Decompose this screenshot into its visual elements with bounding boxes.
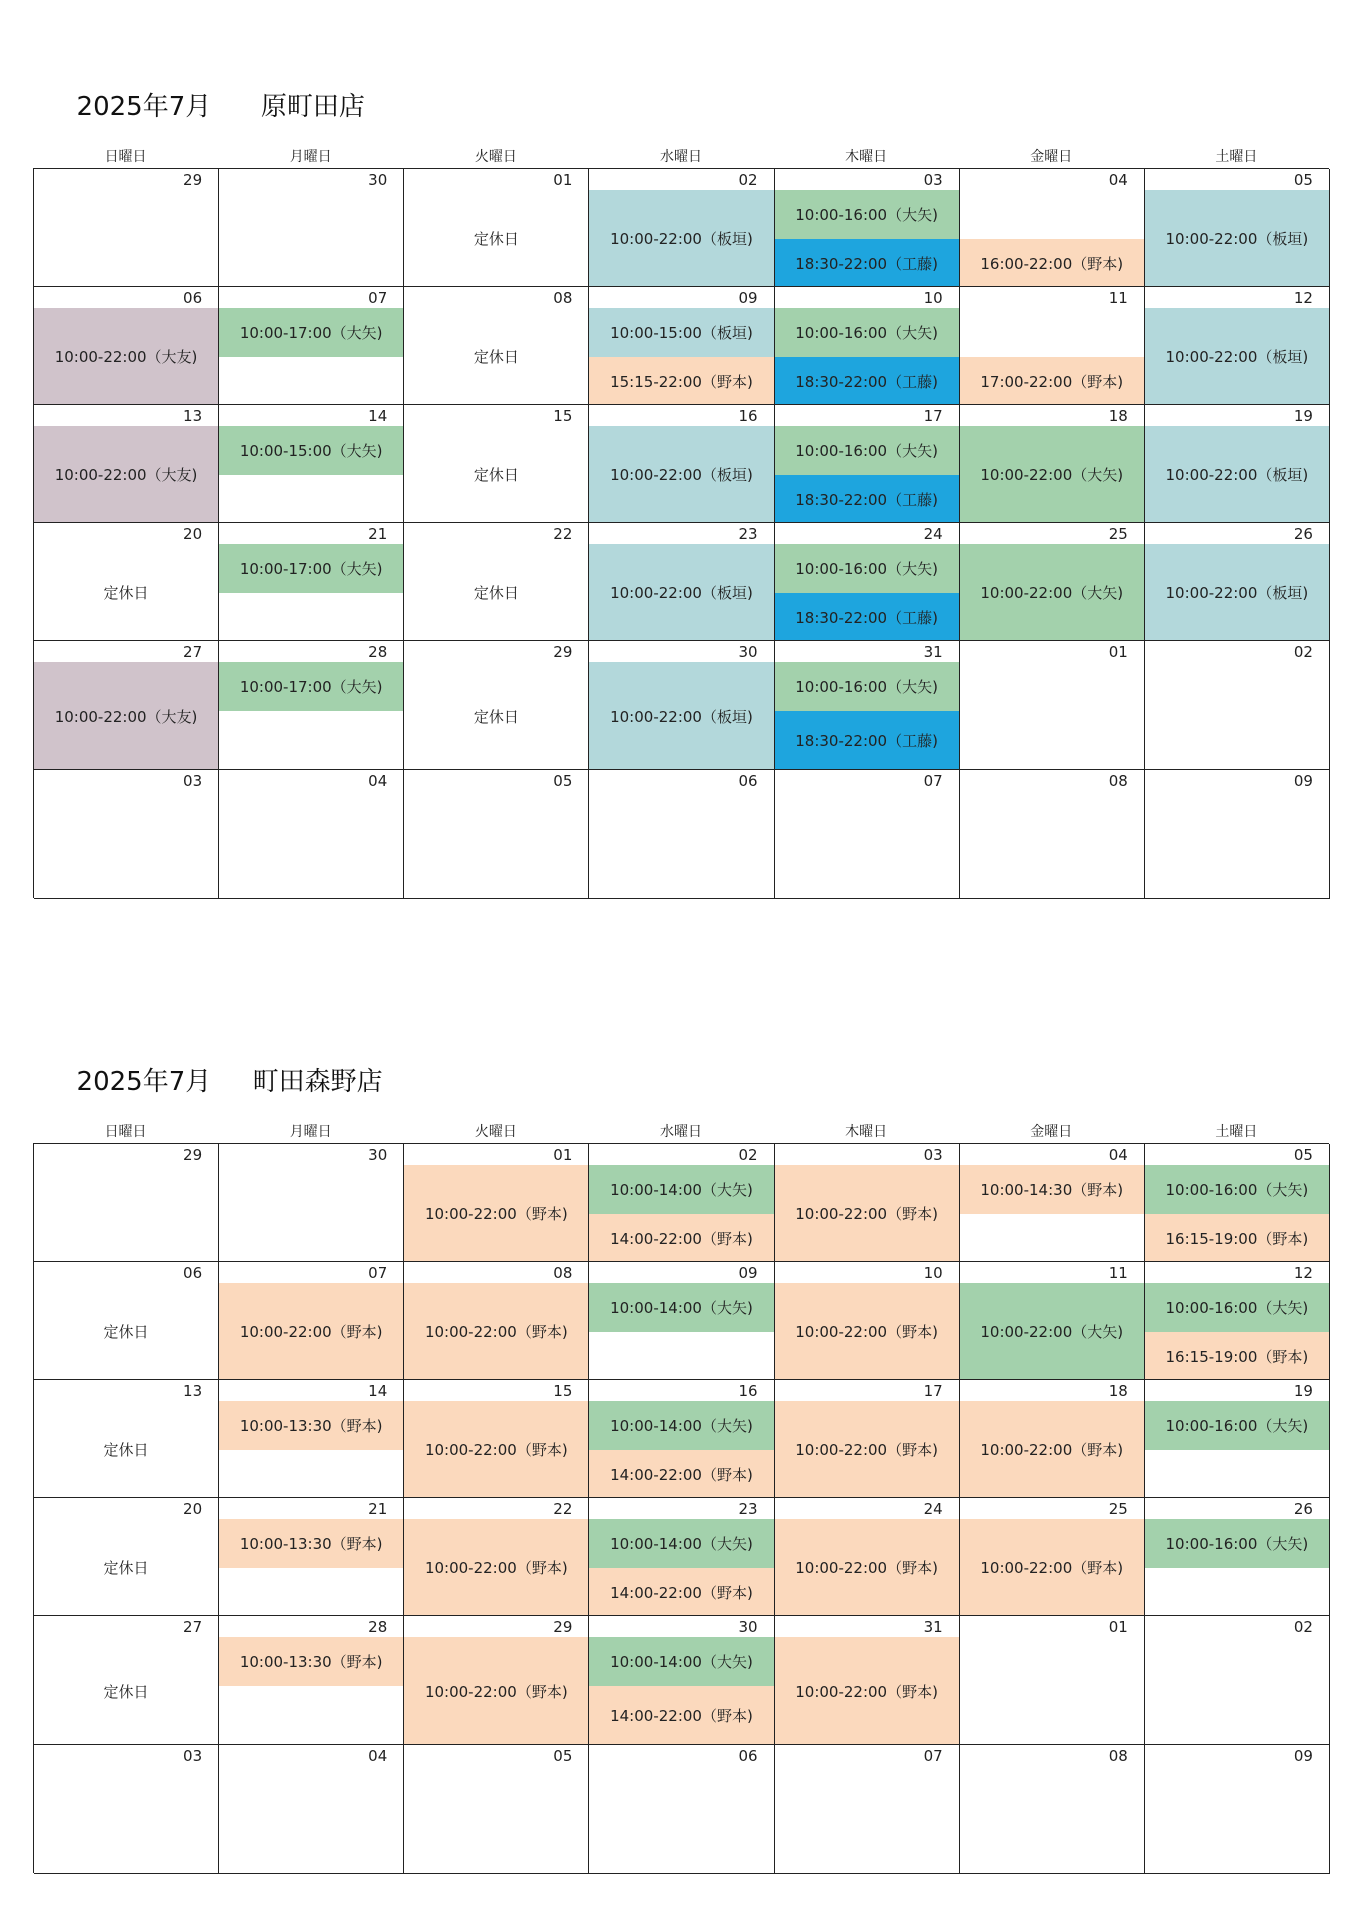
day-number: 05 (1293, 171, 1313, 189)
day-cell[interactable] (404, 1262, 589, 1380)
day-cell[interactable] (404, 770, 589, 899)
day-cell[interactable] (404, 405, 589, 523)
day-number: 21 (368, 1500, 388, 1518)
day-number: 01 (1108, 1618, 1128, 1636)
day-cell[interactable] (960, 641, 1145, 770)
calendar-month: 2025年7月 (76, 1067, 212, 1097)
day-cell[interactable] (34, 641, 219, 770)
shift-block[interactable]: 10:00-22:00（板垣) (1145, 190, 1329, 287)
day-cell[interactable] (775, 641, 960, 770)
day-number: 04 (368, 1747, 388, 1765)
shift-block[interactable]: 10:00-13:30（野本) (219, 1401, 403, 1450)
day-cell[interactable] (34, 287, 219, 405)
day-number: 22 (553, 1500, 573, 1518)
calendar-title (60, 1031, 383, 1098)
day-cell[interactable] (404, 169, 589, 287)
day-cell[interactable] (219, 1144, 404, 1262)
day-number: 19 (1293, 407, 1313, 425)
day-cell[interactable] (775, 169, 960, 287)
day-cell[interactable] (404, 1616, 589, 1745)
day-number: 05 (553, 1747, 573, 1765)
shift-block[interactable]: 10:00-22:00（野本) (404, 1519, 588, 1616)
shift-block[interactable]: 14:00-22:00（野本) (589, 1214, 773, 1262)
weekday-label: 木曜日 (845, 1124, 888, 1140)
day-cell[interactable] (775, 770, 960, 899)
shift-block[interactable]: 10:00-22:00（野本) (960, 1519, 1144, 1616)
day-number: 03 (183, 772, 203, 790)
closed-label: 定休日 (473, 466, 519, 484)
day-cell[interactable] (960, 405, 1145, 523)
title-gap (211, 92, 261, 122)
day-cell[interactable] (34, 523, 219, 641)
shift-block[interactable]: 10:00-22:00（板垣) (1145, 426, 1329, 523)
day-number: 22 (553, 525, 573, 543)
day-number: 03 (923, 1146, 943, 1164)
shift-block[interactable]: 10:00-22:00（大矢) (960, 1283, 1144, 1380)
weekday-label: 日曜日 (104, 149, 147, 165)
shift-block[interactable]: 18:30-22:00（工藤) (775, 475, 959, 523)
day-cell[interactable] (1145, 1144, 1330, 1262)
shift-block[interactable]: 10:00-22:00（野本) (404, 1637, 588, 1745)
day-cell[interactable] (589, 1498, 774, 1616)
shift-block[interactable]: 10:00-14:00（大矢) (589, 1165, 773, 1214)
day-cell[interactable] (34, 1745, 219, 1874)
weekday-label: 火曜日 (474, 1124, 517, 1140)
shift-block[interactable]: 10:00-16:00（大矢) (775, 426, 959, 475)
day-cell[interactable] (775, 1498, 960, 1616)
day-cell[interactable] (404, 1144, 589, 1262)
day-number: 08 (1108, 772, 1128, 790)
day-cell[interactable] (1145, 287, 1330, 405)
day-cell[interactable] (219, 1262, 404, 1380)
day-number: 09 (1293, 772, 1313, 790)
day-cell[interactable] (960, 1745, 1145, 1874)
shift-block[interactable]: 10:00-22:00（野本) (775, 1283, 959, 1380)
day-number: 13 (183, 1382, 203, 1400)
day-cell[interactable] (589, 1616, 774, 1745)
closed-label: 定休日 (473, 584, 519, 602)
shift-block[interactable]: 10:00-16:00（大矢) (1145, 1519, 1329, 1568)
day-number: 24 (923, 1500, 943, 1518)
shift-block[interactable]: 10:00-16:00（大矢) (775, 662, 959, 711)
day-number: 08 (553, 1264, 573, 1282)
day-cell[interactable] (1145, 1616, 1330, 1745)
day-number: 30 (368, 1146, 388, 1164)
day-number: 14 (368, 407, 388, 425)
day-cell[interactable] (775, 287, 960, 405)
day-cell[interactable] (775, 523, 960, 641)
day-cell[interactable] (589, 169, 774, 287)
shift-block[interactable]: 10:00-22:00（野本) (960, 1401, 1144, 1498)
day-number: 10 (923, 1264, 943, 1282)
shift-block[interactable]: 10:00-15:00（板垣) (589, 308, 773, 357)
day-number: 07 (923, 1747, 943, 1765)
shift-block[interactable]: 10:00-16:00（大矢) (775, 308, 959, 357)
weekday-label: 水曜日 (659, 149, 702, 165)
day-number: 06 (183, 1264, 203, 1282)
day-number: 12 (1293, 1264, 1313, 1282)
day-cell[interactable] (1145, 1380, 1330, 1498)
weekday-label: 月曜日 (289, 149, 332, 165)
day-number: 26 (1293, 525, 1313, 543)
day-cell[interactable] (219, 641, 404, 770)
day-cell[interactable] (775, 1262, 960, 1380)
day-cell[interactable] (960, 1498, 1145, 1616)
day-number: 20 (183, 525, 203, 543)
day-number: 16 (738, 407, 758, 425)
day-number: 17 (923, 407, 943, 425)
day-cell[interactable] (1145, 1498, 1330, 1616)
day-number: 24 (923, 525, 943, 543)
day-number: 12 (1293, 289, 1313, 307)
day-cell[interactable] (1145, 405, 1330, 523)
day-number: 11 (1108, 1264, 1128, 1282)
shift-block[interactable]: 16:15-19:00（野本) (1145, 1332, 1329, 1380)
day-cell[interactable] (960, 1144, 1145, 1262)
day-number: 04 (1108, 1146, 1128, 1164)
shift-block[interactable]: 10:00-16:00（大矢) (1145, 1283, 1329, 1332)
day-cell[interactable] (589, 1745, 774, 1874)
calendar-title (60, 56, 365, 123)
shift-block[interactable]: 10:00-17:00（大矢) (219, 308, 403, 357)
day-cell[interactable] (34, 770, 219, 899)
shift-block[interactable]: 10:00-22:00（板垣) (589, 190, 773, 287)
day-cell[interactable] (219, 1498, 404, 1616)
shift-block[interactable]: 10:00-22:00（野本) (775, 1401, 959, 1498)
closed-label: 定休日 (473, 230, 519, 248)
day-number: 09 (738, 289, 758, 307)
day-number: 09 (1293, 1747, 1313, 1765)
weekday-label: 火曜日 (474, 149, 517, 165)
weekday-label: 月曜日 (289, 1124, 332, 1140)
shift-block[interactable]: 10:00-13:30（野本) (219, 1637, 403, 1686)
day-number: 15 (553, 407, 573, 425)
shift-block[interactable]: 10:00-13:30（野本) (219, 1519, 403, 1568)
day-cell[interactable] (34, 405, 219, 523)
day-cell[interactable] (219, 1380, 404, 1498)
day-number: 27 (183, 643, 203, 661)
day-number: 04 (368, 772, 388, 790)
day-number: 28 (368, 1618, 388, 1636)
day-number: 03 (923, 171, 943, 189)
day-cell[interactable] (34, 1498, 219, 1616)
calendar-grid (33, 168, 1329, 898)
day-number: 13 (183, 407, 203, 425)
day-cell[interactable] (1145, 770, 1330, 899)
weekday-label: 土曜日 (1215, 149, 1258, 165)
day-number: 25 (1108, 1500, 1128, 1518)
day-number: 07 (368, 289, 388, 307)
day-number: 23 (738, 525, 758, 543)
day-cell[interactable] (960, 523, 1145, 641)
shift-block[interactable]: 10:00-22:00（板垣) (1145, 544, 1329, 641)
day-cell[interactable] (960, 1616, 1145, 1745)
weekday-label: 土曜日 (1215, 1124, 1258, 1140)
day-cell[interactable] (960, 169, 1145, 287)
day-number: 15 (553, 1382, 573, 1400)
day-cell[interactable] (1145, 1262, 1330, 1380)
calendar-month: 2025年7月 (76, 92, 212, 122)
shift-block[interactable]: 10:00-14:00（大矢) (589, 1519, 773, 1568)
weekday-header (33, 146, 1329, 166)
shift-block[interactable]: 10:00-22:00（大友) (34, 308, 218, 405)
day-cell[interactable] (775, 405, 960, 523)
day-cell[interactable] (404, 641, 589, 770)
day-number: 05 (1293, 1146, 1313, 1164)
day-number: 02 (1293, 1618, 1313, 1636)
shift-block[interactable]: 17:00-22:00（野本) (960, 357, 1144, 405)
shift-block[interactable]: 18:30-22:00（工藤) (775, 711, 959, 770)
day-cell[interactable] (589, 1144, 774, 1262)
closed-label: 定休日 (473, 348, 519, 366)
day-cell[interactable] (775, 1745, 960, 1874)
shift-block[interactable]: 10:00-22:00（大矢) (960, 544, 1144, 641)
closed-label: 定休日 (103, 1323, 149, 1341)
day-cell[interactable] (219, 770, 404, 899)
day-cell[interactable] (589, 287, 774, 405)
day-number: 28 (368, 643, 388, 661)
day-cell[interactable] (219, 523, 404, 641)
day-number: 16 (738, 1382, 758, 1400)
weekday-label: 金曜日 (1030, 149, 1073, 165)
shift-block[interactable]: 18:30-22:00（工藤) (775, 239, 959, 287)
day-number: 31 (923, 643, 943, 661)
shift-block[interactable]: 10:00-15:00（大矢) (219, 426, 403, 475)
weekday-label: 木曜日 (845, 149, 888, 165)
shift-block[interactable]: 10:00-22:00（大矢) (960, 426, 1144, 523)
shift-block[interactable]: 10:00-22:00（野本) (404, 1401, 588, 1498)
day-cell[interactable] (219, 405, 404, 523)
shift-block[interactable]: 18:30-22:00（工藤) (775, 357, 959, 405)
day-cell[interactable] (34, 1144, 219, 1262)
shift-block[interactable]: 10:00-14:00（大矢) (589, 1283, 773, 1332)
weekday-header (33, 1121, 1329, 1141)
weekday-label: 金曜日 (1030, 1124, 1073, 1140)
day-cell[interactable] (219, 1745, 404, 1874)
day-number: 02 (738, 171, 758, 189)
shift-block[interactable]: 10:00-14:00（大矢) (589, 1401, 773, 1450)
day-number: 30 (738, 1618, 758, 1636)
day-cell[interactable] (775, 1616, 960, 1745)
shift-block[interactable]: 10:00-16:00（大矢) (775, 190, 959, 239)
day-number: 18 (1108, 407, 1128, 425)
day-number: 09 (738, 1264, 758, 1282)
calendar-grid (33, 1143, 1329, 1873)
day-number: 05 (553, 772, 573, 790)
day-cell[interactable] (404, 1745, 589, 1874)
day-cell[interactable] (589, 523, 774, 641)
shift-block[interactable]: 16:15-19:00（野本) (1145, 1214, 1329, 1262)
shift-block[interactable]: 10:00-22:00（野本) (775, 1637, 959, 1745)
day-cell[interactable] (404, 287, 589, 405)
day-number: 30 (368, 171, 388, 189)
day-cell[interactable] (404, 1380, 589, 1498)
day-cell[interactable] (1145, 523, 1330, 641)
weekday-label: 水曜日 (659, 1124, 702, 1140)
day-number: 07 (923, 772, 943, 790)
day-number: 29 (183, 1146, 203, 1164)
shift-block[interactable]: 16:00-22:00（野本) (960, 239, 1144, 287)
day-number: 08 (553, 289, 573, 307)
day-cell[interactable] (960, 287, 1145, 405)
shift-block[interactable]: 10:00-16:00（大矢) (775, 544, 959, 593)
day-cell[interactable] (1145, 1745, 1330, 1874)
shift-block[interactable]: 10:00-22:00（野本) (404, 1165, 588, 1262)
shift-block[interactable]: 10:00-16:00（大矢) (1145, 1401, 1329, 1450)
day-number: 01 (1108, 643, 1128, 661)
day-number: 25 (1108, 525, 1128, 543)
day-cell[interactable] (219, 287, 404, 405)
shift-block[interactable]: 14:00-22:00（野本) (589, 1686, 773, 1745)
day-cell[interactable] (589, 770, 774, 899)
shift-block[interactable]: 18:30-22:00（工藤) (775, 593, 959, 641)
day-number: 07 (368, 1264, 388, 1282)
day-cell[interactable] (34, 1262, 219, 1380)
day-cell[interactable] (34, 169, 219, 287)
closed-label: 定休日 (103, 1441, 149, 1459)
day-number: 18 (1108, 1382, 1128, 1400)
shift-block[interactable]: 10:00-17:00（大矢) (219, 544, 403, 593)
shift-block[interactable]: 10:00-22:00（野本) (775, 1519, 959, 1616)
day-cell[interactable] (34, 1380, 219, 1498)
day-cell[interactable] (219, 1616, 404, 1745)
day-number: 19 (1293, 1382, 1313, 1400)
day-cell[interactable] (34, 1616, 219, 1745)
day-number: 02 (738, 1146, 758, 1164)
shift-block[interactable]: 10:00-22:00（板垣) (589, 662, 773, 770)
weekday-label: 日曜日 (104, 1124, 147, 1140)
shift-block[interactable]: 10:00-22:00（板垣) (589, 544, 773, 641)
day-cell[interactable] (775, 1380, 960, 1498)
shift-block[interactable]: 10:00-16:00（大矢) (1145, 1165, 1329, 1214)
shift-block[interactable]: 10:00-14:00（大矢) (589, 1637, 773, 1686)
shift-block[interactable]: 10:00-22:00（板垣) (589, 426, 773, 523)
day-number: 02 (1293, 643, 1313, 661)
day-cell[interactable] (219, 169, 404, 287)
closed-label: 定休日 (473, 707, 519, 726)
day-cell[interactable] (775, 1144, 960, 1262)
day-number: 03 (183, 1747, 203, 1765)
closed-label: 定休日 (103, 584, 149, 602)
day-number: 23 (738, 1500, 758, 1518)
title-gap (211, 1067, 252, 1097)
shift-block[interactable]: 10:00-22:00（野本) (404, 1283, 588, 1380)
day-number: 29 (553, 643, 573, 661)
shift-block[interactable]: 10:00-22:00（野本) (219, 1283, 403, 1380)
day-number: 31 (923, 1618, 943, 1636)
shift-block[interactable]: 14:00-22:00（野本) (589, 1450, 773, 1498)
closed-label: 定休日 (103, 1559, 149, 1577)
calendar-store: 町田森野店 (252, 1067, 383, 1097)
shift-block[interactable]: 10:00-22:00（大友) (34, 662, 218, 770)
shift-block[interactable]: 10:00-14:30（野本) (960, 1165, 1144, 1214)
day-number: 08 (1108, 1747, 1128, 1765)
shift-block[interactable]: 10:00-22:00（野本) (775, 1165, 959, 1262)
day-number: 06 (183, 289, 203, 307)
day-number: 14 (368, 1382, 388, 1400)
day-cell[interactable] (404, 1498, 589, 1616)
day-number: 21 (368, 525, 388, 543)
day-number: 01 (553, 1146, 573, 1164)
day-number: 06 (738, 1747, 758, 1765)
day-cell[interactable] (960, 1380, 1145, 1498)
day-number: 29 (183, 171, 203, 189)
day-cell[interactable] (960, 1262, 1145, 1380)
day-number: 17 (923, 1382, 943, 1400)
day-cell[interactable] (589, 1262, 774, 1380)
day-cell[interactable] (589, 1380, 774, 1498)
day-number: 26 (1293, 1500, 1313, 1518)
day-number: 30 (738, 643, 758, 661)
day-cell[interactable] (589, 641, 774, 770)
day-cell[interactable] (1145, 641, 1330, 770)
shift-block[interactable]: 14:00-22:00（野本) (589, 1568, 773, 1616)
shift-block[interactable]: 10:00-22:00（大友) (34, 426, 218, 523)
day-number: 29 (553, 1618, 573, 1636)
day-cell[interactable] (960, 770, 1145, 899)
shift-block[interactable]: 15:15-22:00（野本) (589, 357, 773, 405)
day-cell[interactable] (589, 405, 774, 523)
day-number: 20 (183, 1500, 203, 1518)
day-number: 04 (1108, 171, 1128, 189)
day-number: 01 (553, 171, 573, 189)
calendar-store: 原町田店 (260, 92, 365, 122)
day-number: 11 (1108, 289, 1128, 307)
closed-label: 定休日 (103, 1682, 149, 1701)
day-cell[interactable] (1145, 169, 1330, 287)
day-number: 06 (738, 772, 758, 790)
shift-block[interactable]: 10:00-17:00（大矢) (219, 662, 403, 711)
day-number: 27 (183, 1618, 203, 1636)
day-cell[interactable] (404, 523, 589, 641)
day-number: 10 (923, 289, 943, 307)
shift-block[interactable]: 10:00-22:00（板垣) (1145, 308, 1329, 405)
